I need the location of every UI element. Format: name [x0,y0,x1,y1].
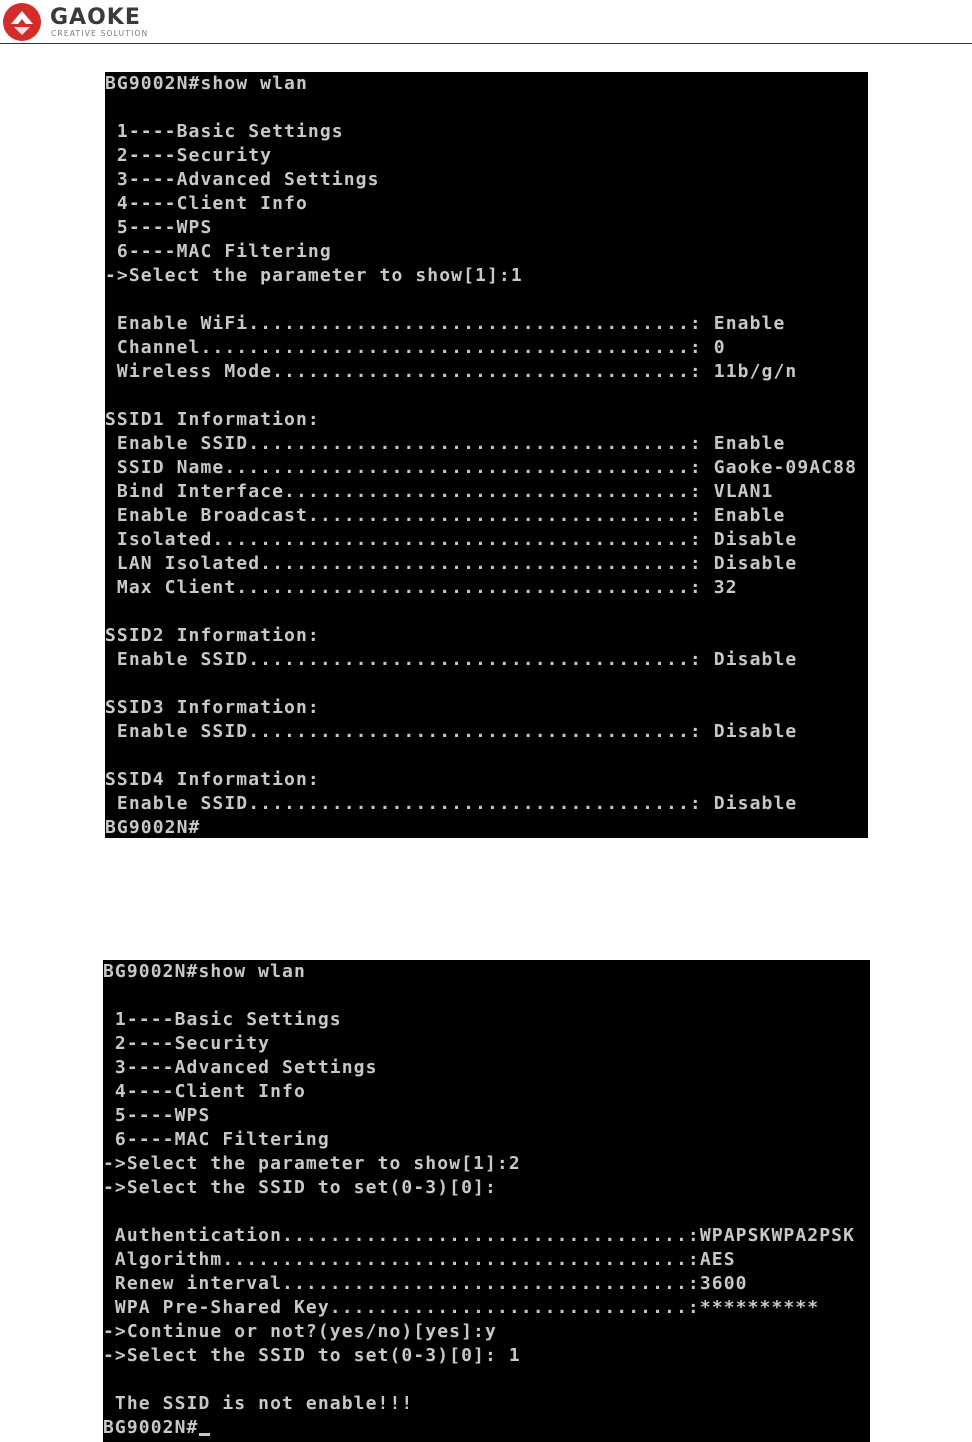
terminal-line: ->Select the SSID to set(0-3)[0]: [103,1177,497,1198]
terminal-line: WPA Pre-Shared Key..............................:********** [103,1297,820,1318]
terminal-line [105,288,868,312]
terminal-line: Isolated........................................: Disable [105,529,798,550]
terminal-line: LAN Isolated....................................: Disable [105,553,798,574]
terminal-line: 5----WPS [103,1105,211,1126]
terminal-line: BG9002N# [103,1416,870,1440]
terminal-line [103,1200,870,1224]
terminal-line: Wireless Mode...................................: 11b/g/n [105,361,798,382]
terminal-line: Renew interval..................................:3600 [103,1273,748,1294]
terminal-line: 2----Security [103,1033,271,1054]
terminal-line: Enable SSID.....................................: Disable [105,721,798,742]
terminal-cursor [199,1433,210,1436]
terminal-line: 6----MAC Filtering [105,241,332,262]
header-divider [0,43,972,44]
terminal-line: 1----Basic Settings [103,1009,342,1030]
terminal-line: ->Select the parameter to show[1]:1 [105,265,523,286]
terminal-line: 6----MAC Filtering [103,1129,330,1150]
terminal-line: ->Select the SSID to set(0-3)[0]: 1 [103,1345,521,1366]
page-header [0,0,972,44]
terminal-window-show-wlan-basic[interactable] [105,72,868,838]
terminal-line: SSID Name.......................................: Gaoke-09AC88 [105,457,858,478]
terminal-line: Enable SSID.....................................: Disable [105,793,798,814]
terminal-line [105,672,868,696]
terminal-line: BG9002N# [105,817,201,838]
logo-tagline: CREATIVE SOLUTION [51,29,149,38]
terminal-line: SSID2 Information: [105,625,320,646]
terminal-line: 1----Basic Settings [105,121,344,142]
terminal-line: Enable SSID.....................................: Enable [105,433,786,454]
terminal-line [105,744,868,768]
terminal-line [103,984,870,1008]
terminal-line: Algorithm.......................................:AES [103,1249,736,1270]
terminal-line: SSID4 Information: [105,769,320,790]
terminal-line: SSID3 Information: [105,697,320,718]
terminal-line [105,600,868,624]
terminal-line: Authentication..................................:WPAPSKWPA2PSK [103,1225,856,1246]
terminal-line: Enable SSID.....................................: Disable [105,649,798,670]
terminal-line: 5----WPS [105,217,213,238]
terminal-line: ->Select the parameter to show[1]:2 [103,1153,521,1174]
terminal-line [105,96,868,120]
terminal-line: BG9002N#show wlan [103,961,306,982]
terminal-line: 4----Client Info [105,193,308,214]
terminal-line: Max Client......................................: 32 [105,577,738,598]
terminal-line [105,384,868,408]
terminal-window-show-wlan-security[interactable] [103,960,870,1442]
terminal-line: Enable WiFi.....................................: Enable [105,313,786,334]
gaoke-logo-icon [2,2,42,42]
terminal-line [103,1368,870,1392]
terminal-line: SSID1 Information: [105,409,320,430]
terminal-line: ->Continue or not?(yes/no)[yes]:y [103,1321,497,1342]
terminal-line: Bind Interface..................................: VLAN1 [105,481,774,502]
terminal-line: The SSID is not enable!!! [103,1393,414,1414]
terminal-line: Channel.........................................: 0 [105,337,726,358]
terminal-line: 3----Advanced Settings [103,1057,378,1078]
terminal-line: 2----Security [105,145,273,166]
terminal-line: 4----Client Info [103,1081,306,1102]
logo-name: GAOKE [50,5,141,30]
terminal-line: Enable Broadcast................................: Enable [105,505,786,526]
terminal-line: BG9002N#show wlan [105,73,308,94]
terminal-line: 3----Advanced Settings [105,169,380,190]
